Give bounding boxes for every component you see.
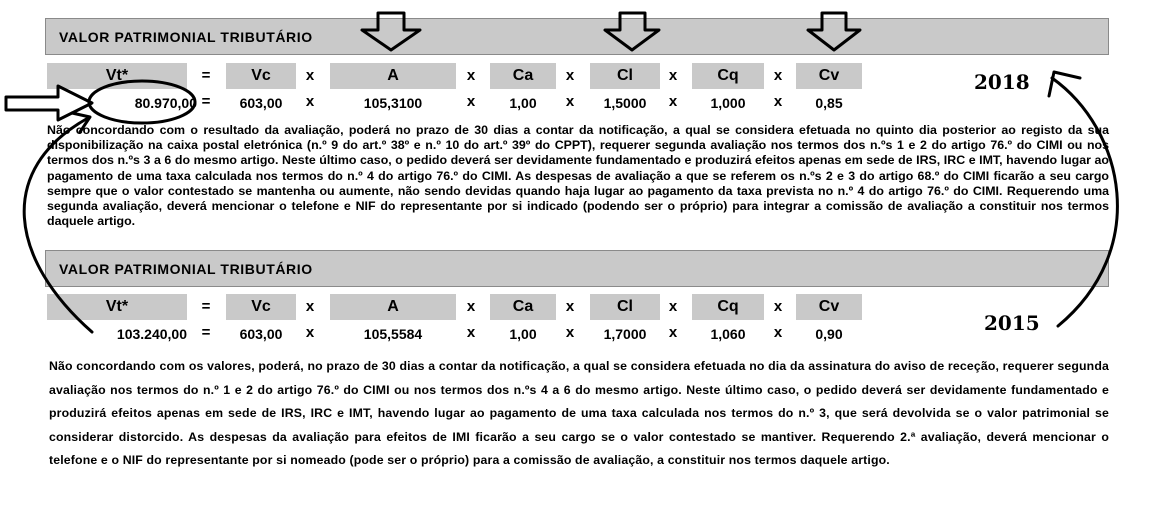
multiply-sign: x [773,67,783,84]
multiply-sign: x [305,93,315,110]
value-vt: 103.240,00 [116,326,187,342]
multiply-sign: x [668,67,678,84]
header-vc: Vc [226,294,296,320]
multiply-sign: x [668,324,678,341]
header-cq: Cq [692,63,764,89]
multiply-sign: x [466,67,476,84]
section-2015-title: VALOR PATRIMONIAL TRIBUTÁRIO [59,260,313,277]
multiply-sign: x [565,67,575,84]
value-cq: 1,060 [710,326,746,342]
value-cl: 1,5000 [603,95,647,111]
header-cv: Cv [796,63,862,89]
value-ca: 1,00 [509,326,537,342]
header-cv: Cv [796,294,862,320]
header-ca: Ca [490,294,556,320]
equals-sign: = [201,298,211,315]
multiply-sign: x [668,298,678,315]
multiply-sign: x [773,93,783,110]
header-a: A [330,63,456,89]
value-ca: 1,00 [509,95,537,111]
header-vc: Vc [226,63,296,89]
section-2018-title-band [45,18,1109,55]
header-a: A [330,294,456,320]
equals-sign: = [201,324,211,341]
header-cq: Cq [692,294,764,320]
value-a: 105,3100 [363,95,423,111]
header-cl: Cl [590,63,660,89]
multiply-sign: x [305,298,315,315]
header-ca: Ca [490,63,556,89]
value-cv: 0,85 [815,95,843,111]
value-a: 105,5584 [363,326,423,342]
header-vt: Vt* [47,63,187,89]
year-label-2018: 2018 [974,70,1030,94]
value-cl: 1,7000 [603,326,647,342]
header-vt: Vt* [47,294,187,320]
multiply-sign: x [466,324,476,341]
multiply-sign: x [466,298,476,315]
multiply-sign: x [565,93,575,110]
section-2015-title-band [45,250,1109,287]
multiply-sign: x [668,93,678,110]
multiply-sign: x [773,298,783,315]
multiply-sign: x [565,324,575,341]
section-2018-notice-paragraph: Não concordando com o resultado da avaliação, poderá no prazo de 30 dias a contar da notificação, a qual se considera efetuada no quinto dia posterior ao registo da sua disponibilização na caixa postal eletrónica (n.º 9 do art.º 38º e n.º 10 do art.º 39º do CPPT), requerer segunda avaliação nos termos dos n.ºs 1 e 2 do artigo 76.º do CIMI ou nos termos dos n.ºs 3 a 6 do mesmo artigo. Neste último caso, o pedido deverá ser devidamente fundamentado e produzirá efeitos apenas em sede de IRS, IRC e IMT, havendo lugar ao pagamento de uma taxa calculada nos termos do n.º 4 do artigo 76.º do CIMI. As despesas de avaliação a que se referem os n.ºs 2 e 3 do artigo 68.º do CIMI ficarão a seu cargo sempre que o valor contestado se mantenha ou aumente, não sendo devidas quando haja lugar ao pagamento da taxa prevista no n.º 4 do artigo 76.º do CIMI. Requerendo uma segunda avaliação, deverá mencionar o telefone e NIF do representante por si indicado (podendo ser o próprio) para integrar a comissão de avaliação a constituir nos termos daquele artigo. [47,123,1109,229]
value-cq: 1,000 [710,95,746,111]
multiply-sign: x [773,324,783,341]
section-2015-notice-paragraph: Não concordando com os valores, poderá, no prazo de 30 dias a contar da notificação, a qual se considera efetuada no dia da assinatura do aviso de receção, requerer segunda avaliação nos termos do n.º 1 e 2 do artigo 76.º do CIMI ou nos termos dos n.ºs 4 a 6 do mesmo artigo. Neste último caso, o pedido deverá ser devidamente fundamentado e produzirá efeitos apenas em sede de IRS, IRC e IMT, havendo lugar ao pagamento de uma taxa calculada nos termos do n.º 3, que será devolvida se o valor patrimonial se considerar distorcido. As despesas da avaliação para efeitos de IMI ficarão a seu cargo se o valor contestado se mantiver. Requerendo 2.ª avaliação, deverá mencionar o telefone e o NIF do representante por si nomeado (pode ser o próprio) para a comissão de avaliação, a constituir nos termos daquele artigo. [49,359,1109,467]
value-vt: 80.970,00 [134,95,197,111]
header-cl: Cl [590,294,660,320]
value-cv: 0,90 [815,326,843,342]
right-arrow-icon [6,86,92,120]
value-vc: 603,00 [239,95,283,111]
multiply-sign: x [565,298,575,315]
section-2018-title: VALOR PATRIMONIAL TRIBUTÁRIO [59,28,313,45]
equals-sign: = [201,67,211,84]
multiply-sign: x [305,67,315,84]
multiply-sign: x [466,93,476,110]
multiply-sign: x [305,324,315,341]
value-vc: 603,00 [239,326,283,342]
year-label-2015: 2015 [984,311,1040,335]
equals-sign: = [201,93,211,110]
